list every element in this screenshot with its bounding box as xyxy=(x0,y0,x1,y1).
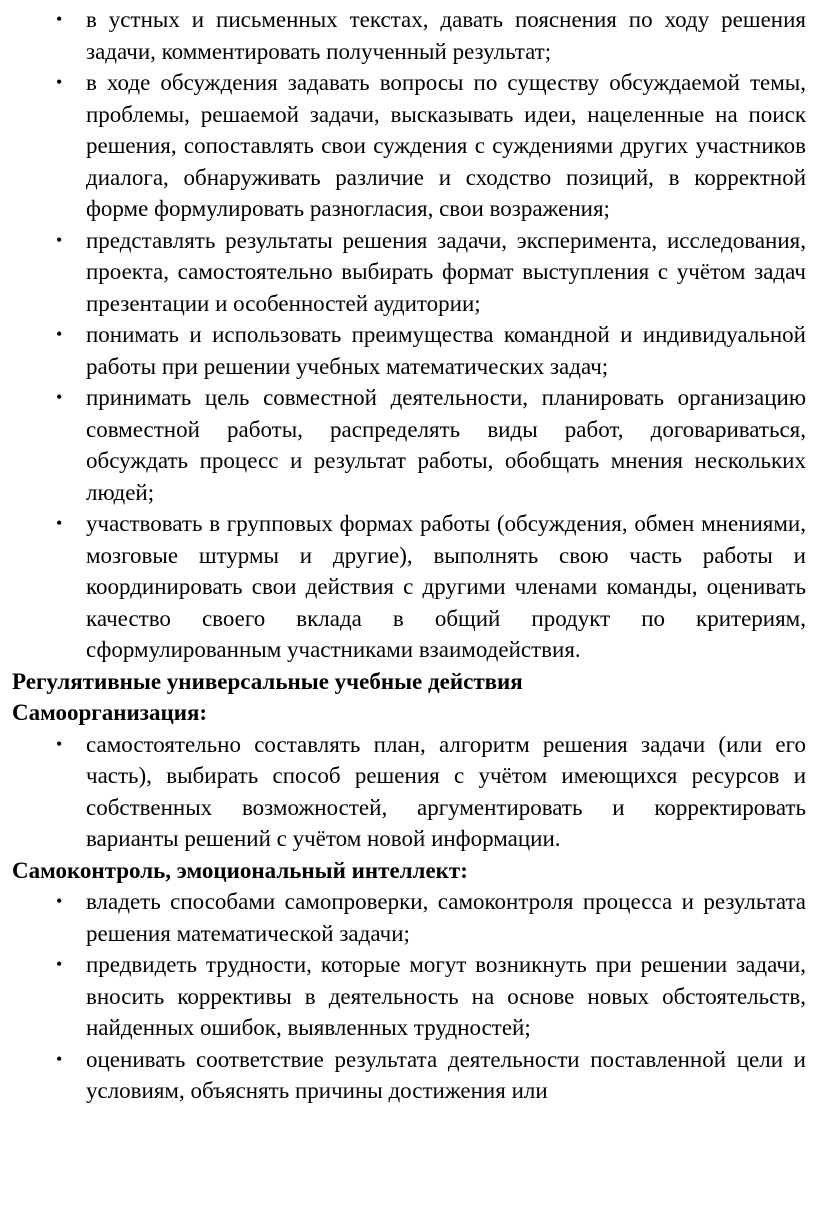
bullet-icon: • xyxy=(56,733,63,754)
list-item xyxy=(12,949,806,1044)
self-control-list xyxy=(12,886,806,1107)
list-item xyxy=(12,319,806,382)
bullet-icon: • xyxy=(56,387,63,407)
self-organization-list xyxy=(12,729,806,855)
subsection-heading-self-control: Самоконтроль, эмоциональный интеллект: xyxy=(12,857,468,883)
bullet-icon: • xyxy=(56,229,63,250)
list-item xyxy=(12,67,806,225)
list-item-text: понимать и использовать преимущества командной и индивидуальной работы при решении учебных математических задач; xyxy=(86,322,806,379)
list-item xyxy=(12,225,806,320)
bullet-icon: • xyxy=(56,891,63,911)
list-item-text: владеть способами самопроверки, самоконтроля процесса и результата решения математической задачи; xyxy=(86,889,806,946)
list-item-text: оценивать соответствие результата деятельности поставленной цели и условиям, объяснять причины достижения или xyxy=(86,1046,806,1103)
list-item-text: в устных и письменных текстах, давать пояснения по ходу решения задачи, комментировать полученный результат; xyxy=(86,7,806,64)
bullet-icon: • xyxy=(56,9,63,29)
bullet-icon: • xyxy=(56,1048,63,1069)
list-item-text: самостоятельно составлять план, алгоритм решения задачи (или его часть), выбирать способ решения с учётом имеющихся ресурсов и собственных возможностей, аргументировать и корректировать варианты решений с учётом новой информации. xyxy=(86,731,806,851)
communication-list xyxy=(12,4,806,666)
bullet-icon: • xyxy=(56,72,63,92)
list-item-text: в ходе обсуждения задавать вопросы по существу обсуждаемой темы, проблемы, решаемой задачи, высказывать идеи, нацеленные на поиск решения, сопоставлять свои суждения с суждениями других участников диалога, обнаруживать различие и сходство позиций, в корректной форме формулировать разногласия, свои возражения; xyxy=(86,70,806,221)
list-item xyxy=(12,382,806,508)
list-item-text: представлять результаты решения задачи, эксперимента, исследования, проекта, самостоятельно выбирать формат выступления с учётом задач презентации и особенностей аудитории; xyxy=(86,227,806,316)
list-item-text: участвовать в групповых формах работы (обсуждения, обмен мнениями, мозговые штурмы и другие), выполнять свою часть работы и координировать свои действия с другими членами команды, оценивать качество своего вклада в общий продукт по критериям, сформулированным участниками взаимодействия. xyxy=(86,511,806,662)
bullet-icon: • xyxy=(56,954,63,974)
bullet-icon: • xyxy=(56,513,63,533)
section-heading-regulative: Регулятивные универсальные учебные действия xyxy=(12,668,523,694)
list-item-text: предвидеть трудности, которые могут возникнуть при решении задачи, вносить коррективы в деятельность на основе новых обстоятельств, найденных ошибок, выявленных трудностей; xyxy=(86,952,806,1040)
list-item xyxy=(12,886,806,949)
list-item-text: принимать цель совместной деятельности, планировать организацию совместной работы, распределять виды работ, договариваться, обсуждать процесс и результат работы, обобщать мнения нескольких людей; xyxy=(86,385,806,505)
list-item xyxy=(12,1044,806,1107)
list-item xyxy=(12,508,806,666)
bullet-icon: • xyxy=(56,324,63,344)
list-item xyxy=(12,729,806,855)
subsection-heading-self-organization: Самоорганизация: xyxy=(12,700,208,725)
list-item xyxy=(12,4,806,67)
